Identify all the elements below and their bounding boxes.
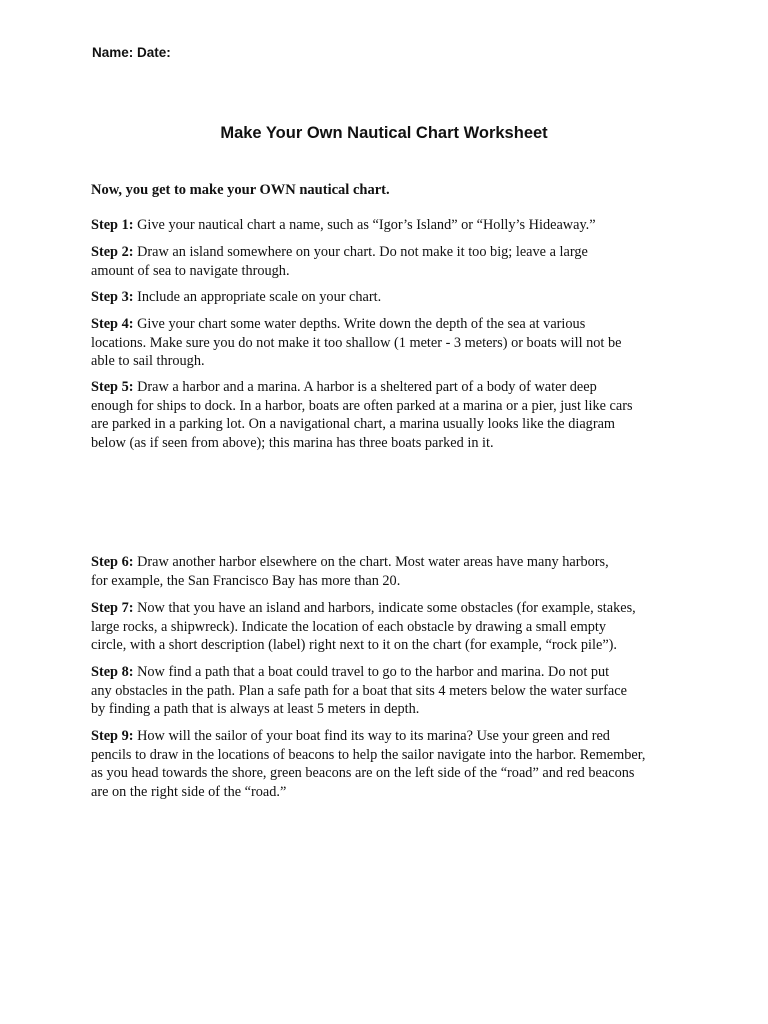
marina-diagram-space (91, 460, 691, 545)
step-9-line-4: are on the right side of the “road.” (91, 784, 287, 801)
step-5-label: Step 5: (91, 379, 134, 395)
step-6-line-1: Draw another harbor elsewhere on the chart. Most water areas have many harbors, (137, 554, 609, 570)
step-9-line-3: as you head towards the shore, green beacons are on the left side of the “road” and red beacons (91, 765, 635, 782)
step-2-line-2: amount of sea to navigate through. (91, 262, 290, 279)
step-5-line-3: are parked in a parking lot. On a navigational chart, a marina usually looks like the diagram (91, 416, 616, 433)
step-9 (91, 727, 691, 802)
step-8 (91, 663, 691, 719)
page-title: Make Your Own Nautical Chart Worksheet (220, 124, 548, 142)
step-4-label: Step 4: (91, 316, 134, 332)
step-2 (91, 243, 691, 280)
step-9-line-2: pencils to draw in the locations of beacons to help the sailor navigate into the harbor. Remember, (91, 746, 646, 763)
intro-text: Now, you get to make your OWN nautical chart. (91, 182, 390, 198)
step-9-label: Step 9: (91, 728, 134, 744)
step-7 (91, 599, 691, 655)
step-7-line-2: large rocks, a shipwreck). Indicate the location of each obstacle by drawing a small empty (91, 618, 607, 635)
step-4-line-1: Give your chart some water depths. Write down the depth of the sea at various (137, 316, 586, 332)
step-1-line-1: Give your nautical chart a name, such as “Igor’s Island” or “Holly’s Hideaway.” (137, 217, 596, 233)
step-3-label: Step 3: (91, 289, 134, 305)
step-8-line-2: any obstacles in the path. Plan a safe path for a boat that sits 4 meters below the water surface (91, 682, 627, 699)
step-7-label: Step 7: (91, 600, 134, 616)
step-1-label: Step 1: (91, 217, 134, 233)
step-6-line-2: for example, the San Francisco Bay has more than 20. (91, 572, 401, 589)
step-3 (91, 288, 691, 307)
step-6-label: Step 6: (91, 554, 134, 570)
step-4-line-3: able to sail through. (91, 353, 205, 370)
step-8-label: Step 8: (91, 664, 134, 680)
step-2-label: Step 2: (91, 244, 134, 260)
step-9-line-1: How will the sailor of your boat find its way to its marina? Use your green and red (137, 728, 610, 744)
step-5-line-2: enough for ships to dock. In a harbor, boats are often parked at a marina or a pier, just like cars (91, 397, 633, 414)
step-8-line-3: by finding a path that is always at least 5 meters in depth. (91, 701, 420, 718)
step-2-line-1: Draw an island somewhere on your chart. Do not make it too big; leave a large (137, 244, 588, 260)
step-3-line-1: Include an appropriate scale on your chart. (137, 289, 382, 305)
step-4-line-2: locations. Make sure you do not make it too shallow (1 meter - 3 meters) or boats will not be (91, 334, 622, 351)
step-6 (91, 553, 691, 590)
step-7-line-3: circle, with a short description (label) right next to it on the chart (for example, “rock pile”). (91, 637, 618, 654)
step-7-line-1: Now that you have an island and harbors, indicate some obstacles (for example, stakes, (137, 600, 636, 616)
step-4 (91, 315, 691, 371)
step-5-line-4: below (as if seen from above); this marina has three boats parked in it. (91, 435, 494, 452)
step-5-line-1: Draw a harbor and a marina. A harbor is a sheltered part of a body of water deep (137, 379, 597, 395)
name-date-line: Name: Date: (92, 45, 171, 60)
step-5 (91, 378, 691, 453)
step-8-line-1: Now find a path that a boat could travel to go to the harbor and marina. Do not put (137, 664, 610, 680)
step-1 (91, 216, 691, 235)
